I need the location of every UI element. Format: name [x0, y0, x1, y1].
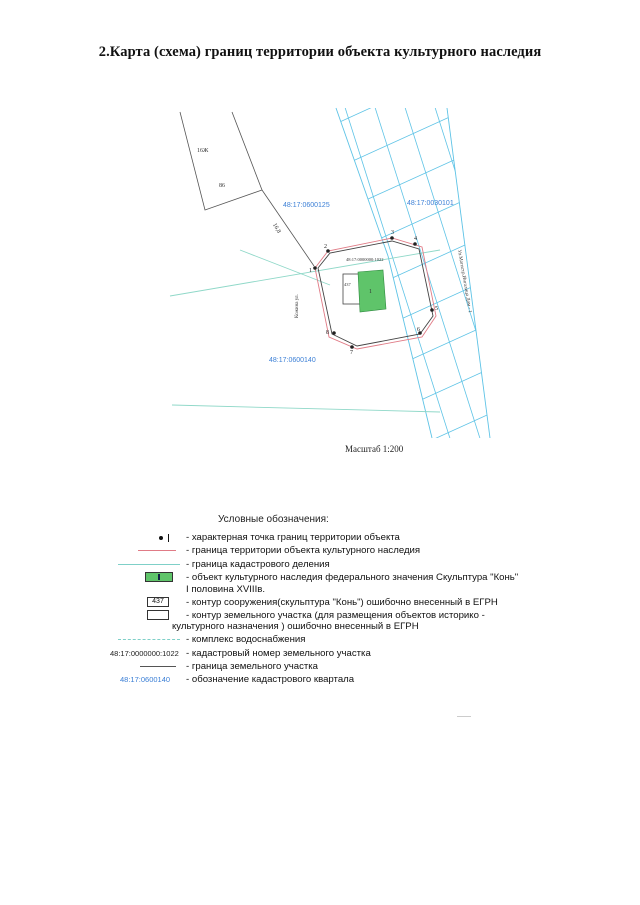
parcel-label: 16Ж [197, 148, 209, 154]
dashed-line-icon [118, 639, 180, 640]
quarter-label: 48:17:0600125 [283, 202, 330, 209]
object-number: 1 [369, 289, 372, 295]
legend-text: - комплекс водоснабжения [186, 634, 306, 645]
cadastral-number-label: 48:17:0000000:1022 [346, 257, 384, 262]
legend-row-structure [0, 597, 640, 608]
boundary-point [430, 308, 434, 312]
legend-row-land [0, 610, 640, 621]
point-icon [159, 534, 173, 542]
boundary-point [313, 266, 317, 270]
cadastral-division-lines [170, 250, 440, 412]
point-label: 6 [417, 327, 420, 333]
page-title: 2.Карта (схема) границ территории объекта культурного наследия [98, 44, 542, 60]
green-object-icon [145, 572, 173, 582]
legend-row-cadnum [0, 648, 640, 659]
quarter-label: 48:17:0600140 [269, 357, 316, 364]
black-line-icon [140, 666, 176, 667]
legend-row-object [0, 572, 640, 583]
legend-text: - граница кадастрового деления [186, 559, 330, 570]
structure-number: 437 [344, 282, 351, 287]
red-line-icon [138, 550, 176, 551]
legend-text: - граница территории объекта культурного наследия [186, 545, 421, 556]
point-label: 8 [326, 330, 329, 336]
quarter-label: 48:17:0600140 [120, 675, 171, 684]
legend-row-landline [0, 661, 640, 672]
street-label: Кожина ул. [295, 294, 300, 318]
legend-row-cadastral [0, 559, 640, 570]
structure-box-icon: 437 [147, 597, 169, 607]
boundary-point [390, 236, 394, 240]
legend-text: - объект культурного наследия федерального значения Скульптура "Конь" [186, 572, 519, 583]
dimension-label: 16,8 [271, 222, 282, 235]
legend-text: - контур сооружения(скульптура "Конь") ошибочно внесенный в ЕГРН [186, 597, 498, 608]
boundary-point [413, 242, 417, 246]
legend-row-point [0, 532, 640, 543]
legend-row-water [0, 634, 640, 645]
legend-text: - кадастровый номер земельного участка [186, 648, 371, 659]
boundary-point [332, 331, 336, 335]
legend-text-continuation: культурного назначения ) ошибочно внесенный в ЕГРН [172, 621, 419, 632]
map-scale: Масштаб 1:200 [345, 444, 404, 454]
point-label: 4 [414, 236, 417, 242]
land-box-icon [147, 610, 169, 620]
point-label: 5 [435, 306, 438, 312]
culture-object [358, 270, 386, 312]
point-label: 7 [350, 350, 353, 356]
point-label: 1 [309, 268, 312, 274]
parcel-label: 86 [219, 183, 225, 189]
cadastral-number-label: 48:17:0000000:1022 [110, 649, 179, 658]
legend-text: - характерная точка границ территории объекта [186, 532, 400, 543]
legend-text: - контур земельного участка (для размещения объектов историко - [186, 610, 485, 621]
cyan-line-icon [118, 564, 180, 565]
boundary-point [350, 345, 354, 349]
point-label: 3 [391, 230, 394, 236]
point-label: 2 [324, 244, 327, 250]
legend-text: - обозначение кадастрового квартала [186, 674, 355, 685]
scan-artifact [457, 716, 471, 717]
quarter-label: 48:17:0030101 [407, 200, 454, 207]
neighbour-parcel [180, 112, 314, 266]
legend-row-quarter [0, 674, 640, 685]
legend-text-continuation: I половина XVIIIв. [186, 584, 266, 595]
legend-row-territory [0, 545, 640, 556]
street-label: Ул.Магистр.Ингалица Дом - 1 [456, 249, 473, 314]
legend-title: Условные обозначения: [218, 514, 329, 525]
legend-text: - граница земельного участка [186, 661, 319, 672]
